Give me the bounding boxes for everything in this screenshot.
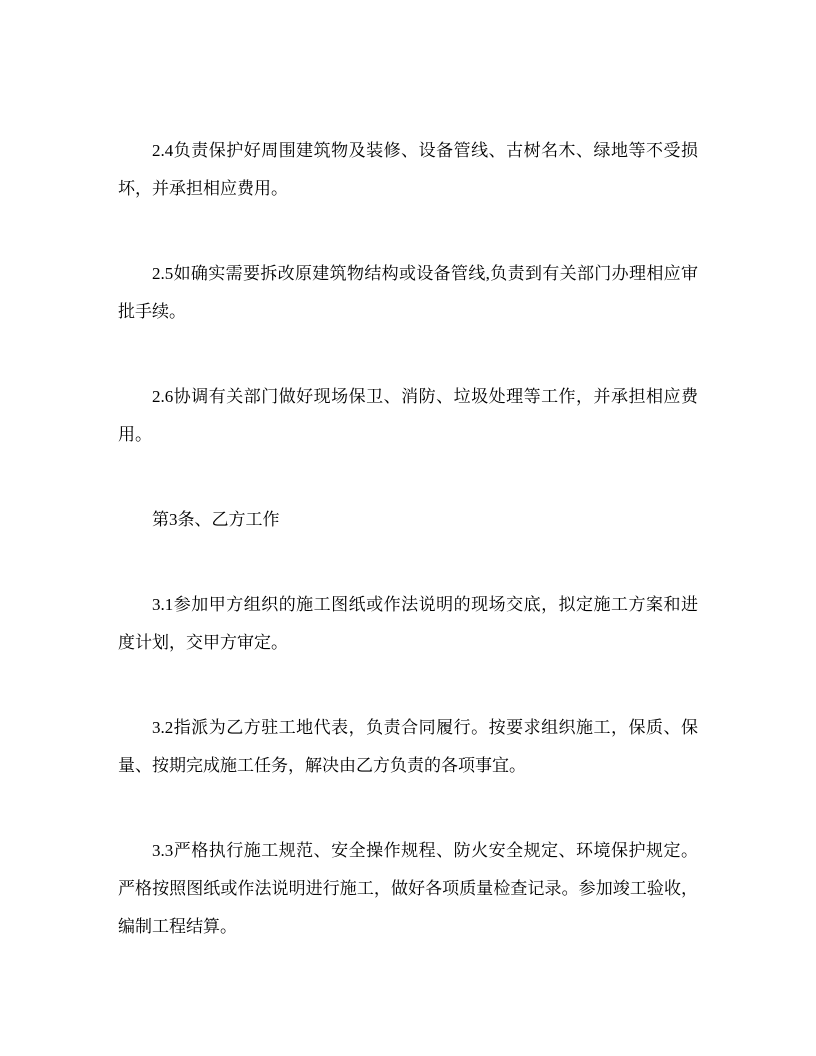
paragraph-clause-2-4: 2.4负责保护好周围建筑物及装修、设备管线、古树名木、绿地等不受损坏，并承担相应费用。 xyxy=(118,141,698,198)
paragraph-clause-3-2: 3.2指派为乙方驻工地代表，负责合同履行。按要求组织施工，保质、保量、按期完成施工任务，解决由乙方负责的各项事宜。 xyxy=(118,718,698,775)
paragraph-clause-3-1: 3.1参加甲方组织的施工图纸或作法说明的现场交底，拟定施工方案和进度计划，交甲方审定。 xyxy=(118,595,698,652)
heading-article-3: 第3条、乙方工作 xyxy=(152,510,280,529)
document-content xyxy=(118,132,698,993)
paragraph-clause-3-3: 3.3严格执行施工规范、安全操作规程、防火安全规定、环境保护规定。严格按照图纸或作法说明进行施工，做好各项质量检查记录。参加竣工验收，编制工程结算。 xyxy=(118,841,698,936)
paragraph-clause-2-5: 2.5如确实需要拆改原建筑物结构或设备管线,负责到有关部门办理相应审批手续。 xyxy=(118,264,698,321)
paragraph-clause-2-6: 2.6协调有关部门做好现场保卫、消防、垃圾处理等工作，并承担相应费用。 xyxy=(118,387,698,444)
